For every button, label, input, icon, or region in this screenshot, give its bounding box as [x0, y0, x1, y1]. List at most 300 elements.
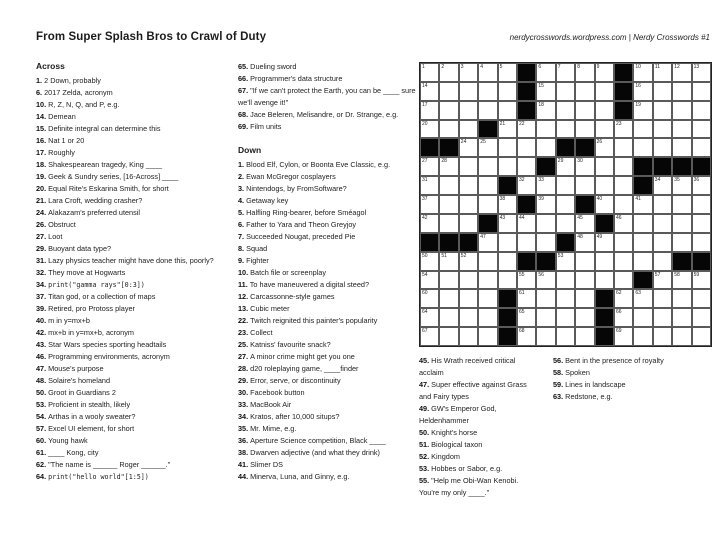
grid-cell[interactable]	[653, 233, 672, 252]
grid-cell[interactable]	[595, 176, 614, 195]
grid-cell[interactable]	[575, 82, 594, 101]
grid-cell[interactable]	[536, 195, 555, 214]
grid-cell[interactable]	[478, 195, 497, 214]
grid-cell[interactable]	[575, 308, 594, 327]
grid-cell[interactable]	[459, 138, 478, 157]
grid-cell[interactable]	[439, 327, 458, 346]
down-clue-10: 10. Batch file or screenplay	[238, 268, 327, 277]
grid-cell-black	[498, 327, 517, 346]
grid-cell[interactable]	[439, 214, 458, 233]
grid-cell-black	[536, 252, 555, 271]
grid-cell[interactable]	[556, 176, 575, 195]
grid-cell[interactable]	[478, 82, 497, 101]
cell-number-15: 15	[538, 82, 544, 89]
grid-cell[interactable]	[692, 176, 711, 195]
cell-number-29: 29	[557, 158, 564, 165]
grid-cell[interactable]	[692, 271, 711, 290]
grid-cell[interactable]	[478, 271, 497, 290]
grid-cell[interactable]	[653, 289, 672, 308]
grid-cell[interactable]	[420, 63, 439, 82]
across-clue-24: 24. Alakazam's preferred utensil	[36, 208, 141, 217]
cell-number-44: 44	[518, 214, 525, 221]
grid-cell-black	[672, 157, 691, 176]
grid-cell-black	[517, 195, 536, 214]
grid-cell[interactable]	[439, 289, 458, 308]
grid-cell[interactable]	[633, 252, 652, 271]
across-clue-list	[36, 75, 214, 483]
grid-cell-black	[633, 157, 652, 176]
grid-cell[interactable]	[653, 271, 672, 290]
grid-cell[interactable]	[575, 101, 594, 120]
down-clue-27: 27. A minor crime might get you one	[238, 352, 355, 361]
cell-number-16: 16	[635, 82, 641, 89]
grid-cell[interactable]	[459, 176, 478, 195]
cell-number-62: 62	[615, 290, 622, 297]
across-heading: Across	[36, 61, 65, 71]
across-clue-29: 29. Buoyant data type?	[36, 244, 112, 253]
across-clue-21: 21. Lara Croft, wedding crasher?	[36, 196, 143, 205]
across-clue-20: 20. Equal Rite's Eskarina Smith, for short	[36, 184, 169, 193]
cell-number-10: 10	[635, 64, 641, 70]
grid-cell[interactable]	[633, 63, 652, 82]
across-clue-list-continued	[238, 61, 424, 133]
grid-cell[interactable]	[672, 176, 691, 195]
grid-cell[interactable]	[439, 101, 458, 120]
grid-cell[interactable]	[420, 308, 439, 327]
grid-cell[interactable]	[498, 214, 517, 233]
grid-cell[interactable]	[498, 252, 517, 271]
grid-cell[interactable]	[556, 120, 575, 139]
down-clue-53: 53. Hobbes or Sabor, e.g.	[419, 464, 503, 473]
grid-cell[interactable]	[672, 63, 691, 82]
grid-cell-black	[556, 233, 575, 252]
grid-cell[interactable]	[536, 214, 555, 233]
cell-number-23: 23	[615, 120, 622, 127]
across-clue-46: 46. Programming environments, acronym	[36, 352, 170, 361]
grid-cell[interactable]	[459, 289, 478, 308]
across-clue-18: 18. Shakespearean tragedy, King ____	[36, 160, 163, 169]
grid-cell[interactable]	[478, 157, 497, 176]
grid-cell[interactable]	[536, 82, 555, 101]
across-clue-10: 10. R, Z, N, Q, and P, e.g.	[36, 100, 120, 109]
grid-cell[interactable]	[439, 157, 458, 176]
grid-cell-black	[595, 214, 614, 233]
across-clue-32: 32. They move at Hogwarts	[36, 268, 126, 277]
down-clue-5: 5. Halfling Ring-bearer, before Sméagol	[238, 208, 367, 217]
grid-cell[interactable]	[614, 271, 633, 290]
down-clue-13: 13. Cubic meter	[238, 304, 290, 313]
grid-cell[interactable]	[459, 252, 478, 271]
grid-cell[interactable]	[536, 289, 555, 308]
grid-cell[interactable]	[420, 271, 439, 290]
grid-cell[interactable]	[459, 157, 478, 176]
grid-cell[interactable]	[420, 176, 439, 195]
across-clue-6: 6. 2017 Zelda, acronym	[36, 88, 113, 97]
grid-cell[interactable]	[633, 327, 652, 346]
grid-cell[interactable]	[536, 138, 555, 157]
cell-number-2: 2	[441, 64, 445, 70]
page-title: From Super Splash Bros to Crawl of Duty	[36, 31, 267, 43]
grid-cell[interactable]	[556, 308, 575, 327]
grid-cell[interactable]	[459, 120, 478, 139]
grid-cell[interactable]	[575, 252, 594, 271]
grid-cell[interactable]	[692, 120, 711, 139]
cell-number-66: 66	[615, 309, 622, 316]
grid-cell[interactable]	[633, 101, 652, 120]
grid-cell[interactable]	[420, 327, 439, 346]
crossword-grid	[419, 62, 712, 347]
grid-cell[interactable]	[556, 327, 575, 346]
cell-number-7: 7	[557, 64, 561, 70]
down-clue-11: 11. To have maneuvered a digital steed?	[238, 280, 370, 289]
grid-cell[interactable]	[536, 63, 555, 82]
cell-number-28: 28	[441, 158, 447, 165]
grid-cell[interactable]	[478, 252, 497, 271]
grid-cell[interactable]	[595, 252, 614, 271]
grid-cell[interactable]	[653, 120, 672, 139]
across-clue-34: 34. print("gamma rays"[0:3])	[36, 280, 145, 289]
grid-cell[interactable]	[692, 101, 711, 120]
grid-cell[interactable]	[459, 271, 478, 290]
grid-cell[interactable]	[439, 176, 458, 195]
grid-cell[interactable]	[595, 101, 614, 120]
across-clue-68: 68. Jace Beleren, Melisandre, or Dr. Strange, e.g.	[238, 110, 399, 119]
down-clue-58: 58. Spoken	[553, 368, 590, 377]
grid-cell[interactable]	[614, 233, 633, 252]
grid-cell[interactable]	[498, 120, 517, 139]
grid-cell[interactable]	[653, 101, 672, 120]
grid-cell-black	[498, 308, 517, 327]
grid-cell[interactable]	[517, 289, 536, 308]
grid-cell[interactable]	[478, 327, 497, 346]
grid-cell[interactable]	[614, 252, 633, 271]
down-clue-44: 44. Minerva, Luna, and Ginny, e.g.	[238, 472, 350, 481]
grid-cell[interactable]	[653, 327, 672, 346]
across-clue-47: 47. Mouse's purpose	[36, 364, 104, 373]
grid-cell[interactable]	[614, 176, 633, 195]
grid-cell[interactable]	[478, 308, 497, 327]
grid-cell[interactable]	[478, 176, 497, 195]
grid-cell[interactable]	[556, 289, 575, 308]
down-clue-50: 50. Knight's horse	[419, 428, 478, 437]
cell-number-5: 5	[499, 64, 503, 70]
grid-cell[interactable]	[575, 271, 594, 290]
down-clue-41: 41. Slimer DS	[238, 460, 284, 469]
grid-cell[interactable]	[575, 176, 594, 195]
grid-cell[interactable]	[517, 214, 536, 233]
cell-number-3: 3	[460, 64, 464, 70]
down-clue-list-continued-left	[419, 355, 537, 499]
grid-cell[interactable]	[614, 327, 633, 346]
grid-cell[interactable]	[459, 82, 478, 101]
grid-cell[interactable]	[478, 233, 497, 252]
grid-cell[interactable]	[459, 214, 478, 233]
cell-number-47: 47	[480, 233, 486, 240]
grid-cell-black	[672, 252, 691, 271]
grid-cell-black	[478, 214, 497, 233]
grid-cell[interactable]	[692, 327, 711, 346]
grid-cell[interactable]	[420, 252, 439, 271]
across-clues-column	[36, 61, 214, 483]
grid-cell[interactable]	[556, 82, 575, 101]
across-clue-54: 54. Arthas in a wooly sweater?	[36, 412, 136, 421]
grid-cell[interactable]	[575, 120, 594, 139]
grid-cell[interactable]	[420, 157, 439, 176]
cell-number-41: 41	[635, 196, 641, 203]
grid-cell[interactable]	[439, 271, 458, 290]
grid-cell[interactable]	[692, 138, 711, 157]
grid-cell[interactable]	[614, 195, 633, 214]
grid-cell[interactable]	[556, 195, 575, 214]
grid-cell[interactable]	[478, 289, 497, 308]
grid-cell[interactable]	[692, 308, 711, 327]
grid-cell[interactable]	[653, 82, 672, 101]
grid-cell[interactable]	[459, 327, 478, 346]
grid-cell[interactable]	[556, 252, 575, 271]
grid-cell[interactable]	[536, 271, 555, 290]
cell-number-50: 50	[422, 252, 428, 259]
grid-cell[interactable]	[595, 120, 614, 139]
grid-cell[interactable]	[556, 157, 575, 176]
grid-cell[interactable]	[420, 214, 439, 233]
cell-number-55: 55	[518, 271, 525, 278]
grid-cell[interactable]	[595, 271, 614, 290]
grid-cell[interactable]	[439, 82, 458, 101]
down-clue-34: 34. Kratos, after 10,000 situps?	[238, 412, 340, 421]
grid-cell[interactable]	[653, 214, 672, 233]
grid-cell-black	[595, 327, 614, 346]
grid-cell[interactable]	[517, 327, 536, 346]
down-clue-12: 12. Carcassonne-style games	[238, 292, 335, 301]
grid-cell[interactable]	[575, 63, 594, 82]
grid-cell[interactable]	[498, 233, 517, 252]
across-clue-17: 17. Roughly	[36, 148, 75, 157]
grid-cell[interactable]	[595, 233, 614, 252]
grid-cell[interactable]	[633, 308, 652, 327]
grid-cell[interactable]	[575, 214, 594, 233]
grid-cell[interactable]	[556, 214, 575, 233]
across-clue-53: 53. Proficient in stealth, likely	[36, 400, 131, 409]
grid-cell[interactable]	[498, 101, 517, 120]
grid-cell[interactable]	[439, 308, 458, 327]
grid-cell[interactable]	[614, 214, 633, 233]
cell-number-39: 39	[538, 196, 544, 203]
across-clue-67: 67. "If we can't protect the Earth, you can be ____ sure we'll avenge it!"	[238, 86, 416, 107]
across-clue-62: 62. "The name is ______ Roger ______."	[36, 460, 171, 469]
grid-cell[interactable]	[672, 195, 691, 214]
grid-cell[interactable]	[420, 82, 439, 101]
grid-cell-black	[692, 252, 711, 271]
across-clue-27: 27. Loot	[36, 232, 63, 241]
grid-cell[interactable]	[536, 101, 555, 120]
grid-cell-black	[459, 233, 478, 252]
grid-cell[interactable]	[498, 138, 517, 157]
grid-cell[interactable]	[672, 271, 691, 290]
down-clue-33: 33. MacBook Air	[238, 400, 292, 409]
across-clue-66: 66. Programmer's data structure	[238, 74, 343, 83]
across-clue-39: 39. Retired, pro Protoss player	[36, 304, 135, 313]
grid-cell[interactable]	[459, 101, 478, 120]
grid-cell[interactable]	[517, 138, 536, 157]
grid-cell[interactable]	[595, 63, 614, 82]
grid-cell[interactable]	[536, 308, 555, 327]
grid-cell[interactable]	[439, 195, 458, 214]
cell-number-17: 17	[422, 101, 428, 108]
across-clue-60: 60. Young hawk	[36, 436, 88, 445]
cell-number-24: 24	[460, 139, 467, 146]
down-clue-52: 52. Kingdom	[419, 452, 460, 461]
grid-cell[interactable]	[692, 233, 711, 252]
grid-cell[interactable]	[459, 308, 478, 327]
grid-cell[interactable]	[575, 233, 594, 252]
grid-cell[interactable]	[536, 327, 555, 346]
down-clue-23: 23. Collect	[238, 328, 273, 337]
grid-cell[interactable]	[498, 82, 517, 101]
down-clue-38: 38. Dwarven adjective (and what they drink)	[238, 448, 380, 457]
cell-number-58: 58	[674, 271, 680, 278]
cell-number-25: 25	[480, 139, 486, 146]
grid-cell[interactable]	[575, 289, 594, 308]
grid-cell[interactable]	[420, 289, 439, 308]
grid-cell[interactable]	[633, 214, 652, 233]
grid-cell[interactable]	[517, 120, 536, 139]
cell-number-26: 26	[596, 139, 603, 146]
grid-cell[interactable]	[478, 101, 497, 120]
grid-cell[interactable]	[692, 195, 711, 214]
grid-cell[interactable]	[633, 82, 652, 101]
grid-cell[interactable]	[672, 138, 691, 157]
across-clue-50: 50. Groot in Guardians 2	[36, 388, 116, 397]
grid-cell[interactable]	[672, 308, 691, 327]
grid-cell[interactable]	[459, 63, 478, 82]
grid-cell[interactable]	[595, 195, 614, 214]
grid-cell[interactable]	[517, 176, 536, 195]
grid-cell[interactable]	[633, 233, 652, 252]
grid-cell[interactable]	[498, 195, 517, 214]
grid-cell[interactable]	[478, 138, 497, 157]
grid-cell[interactable]	[614, 157, 633, 176]
grid-cell[interactable]	[672, 289, 691, 308]
grid-cell[interactable]	[420, 120, 439, 139]
grid-cell[interactable]	[575, 157, 594, 176]
grid-cell-black	[517, 252, 536, 271]
grid-cell-black	[692, 157, 711, 176]
grid-cell[interactable]	[672, 101, 691, 120]
grid-cell[interactable]	[653, 308, 672, 327]
grid-cell[interactable]	[653, 176, 672, 195]
grid-cell-black	[595, 308, 614, 327]
grid-cell[interactable]	[633, 138, 652, 157]
grid-cell[interactable]	[595, 138, 614, 157]
cell-number-59: 59	[693, 271, 700, 278]
grid-cell[interactable]	[517, 233, 536, 252]
grid-cell[interactable]	[595, 82, 614, 101]
down-clue-47: 47. Super effective against Grass and Fairy types	[419, 380, 527, 401]
grid-cell[interactable]	[556, 101, 575, 120]
grid-cell[interactable]	[633, 195, 652, 214]
cell-number-40: 40	[596, 196, 603, 203]
grid-cell[interactable]	[439, 120, 458, 139]
cell-number-56: 56	[538, 271, 544, 278]
grid-cell[interactable]	[536, 176, 555, 195]
grid-cell[interactable]	[692, 289, 711, 308]
grid-cell[interactable]	[653, 138, 672, 157]
cell-number-37: 37	[422, 196, 428, 203]
cell-number-60: 60	[422, 290, 428, 297]
grid-cell[interactable]	[536, 120, 555, 139]
grid-cell[interactable]	[517, 308, 536, 327]
cell-number-65: 65	[518, 309, 525, 316]
grid-cell[interactable]	[478, 63, 497, 82]
down-clue-63: 63. Redstone, e.g.	[553, 392, 613, 401]
grid-cell[interactable]	[556, 271, 575, 290]
grid-cell-black	[653, 157, 672, 176]
grid-cell[interactable]	[692, 82, 711, 101]
grid-cell[interactable]	[614, 138, 633, 157]
grid-cell[interactable]	[672, 327, 691, 346]
cell-number-6: 6	[538, 64, 542, 70]
grid-cell[interactable]	[459, 195, 478, 214]
grid-cell[interactable]	[517, 271, 536, 290]
grid-cell[interactable]	[653, 195, 672, 214]
grid-cell[interactable]	[672, 214, 691, 233]
grid-cell[interactable]	[614, 308, 633, 327]
across-clue-14: 14. Demean	[36, 112, 76, 121]
grid-cell[interactable]	[692, 214, 711, 233]
down-clue-6: 6. Father to Yara and Theon Greyjoy	[238, 220, 357, 229]
grid-cell[interactable]	[672, 120, 691, 139]
grid-cell[interactable]	[420, 101, 439, 120]
grid-cell[interactable]	[556, 63, 575, 82]
across-clue-64: 64. print("hello world"[1:5])	[36, 472, 149, 481]
across-clue-43: 43. Star Wars species sporting headtails	[36, 340, 167, 349]
cell-number-9: 9	[596, 64, 600, 70]
grid-cell-black	[595, 289, 614, 308]
grid-cell[interactable]	[633, 289, 652, 308]
grid-cell[interactable]	[517, 157, 536, 176]
down-clue-25: 25. Katniss' favourite snack?	[238, 340, 331, 349]
cell-number-32: 32	[518, 177, 525, 184]
grid-cell[interactable]	[633, 120, 652, 139]
grid-cell[interactable]	[439, 252, 458, 271]
grid-cell-black	[536, 157, 555, 176]
grid-cell[interactable]	[692, 63, 711, 82]
grid-cell[interactable]	[420, 195, 439, 214]
grid-cell[interactable]	[536, 233, 555, 252]
grid-cell[interactable]	[498, 63, 517, 82]
grid-cell[interactable]	[439, 63, 458, 82]
down-clue-22: 22. Twitch reignited this painter's popularity	[238, 316, 378, 325]
grid-cell[interactable]	[653, 63, 672, 82]
cell-number-57: 57	[654, 271, 661, 278]
grid-cell[interactable]	[653, 252, 672, 271]
grid-cell[interactable]	[614, 289, 633, 308]
cell-number-30: 30	[577, 158, 583, 165]
grid-cell[interactable]	[672, 233, 691, 252]
grid-cell[interactable]	[498, 157, 517, 176]
cell-number-21: 21	[499, 120, 506, 127]
down-clue-59: 59. Lines in landscape	[553, 380, 626, 389]
grid-cell[interactable]	[575, 327, 594, 346]
grid-cell[interactable]	[595, 157, 614, 176]
grid-cell[interactable]	[498, 271, 517, 290]
grid-cell[interactable]	[672, 82, 691, 101]
across-clue-61: 61. ____ Kong, city	[36, 448, 99, 457]
across-clue-57: 57. Excel UI element, for short	[36, 424, 135, 433]
down-clue-56: 56. Bent in the presence of royalty	[553, 356, 664, 365]
down-clue-51: 51. Biological taxon	[419, 440, 483, 449]
grid-cell[interactable]	[614, 120, 633, 139]
